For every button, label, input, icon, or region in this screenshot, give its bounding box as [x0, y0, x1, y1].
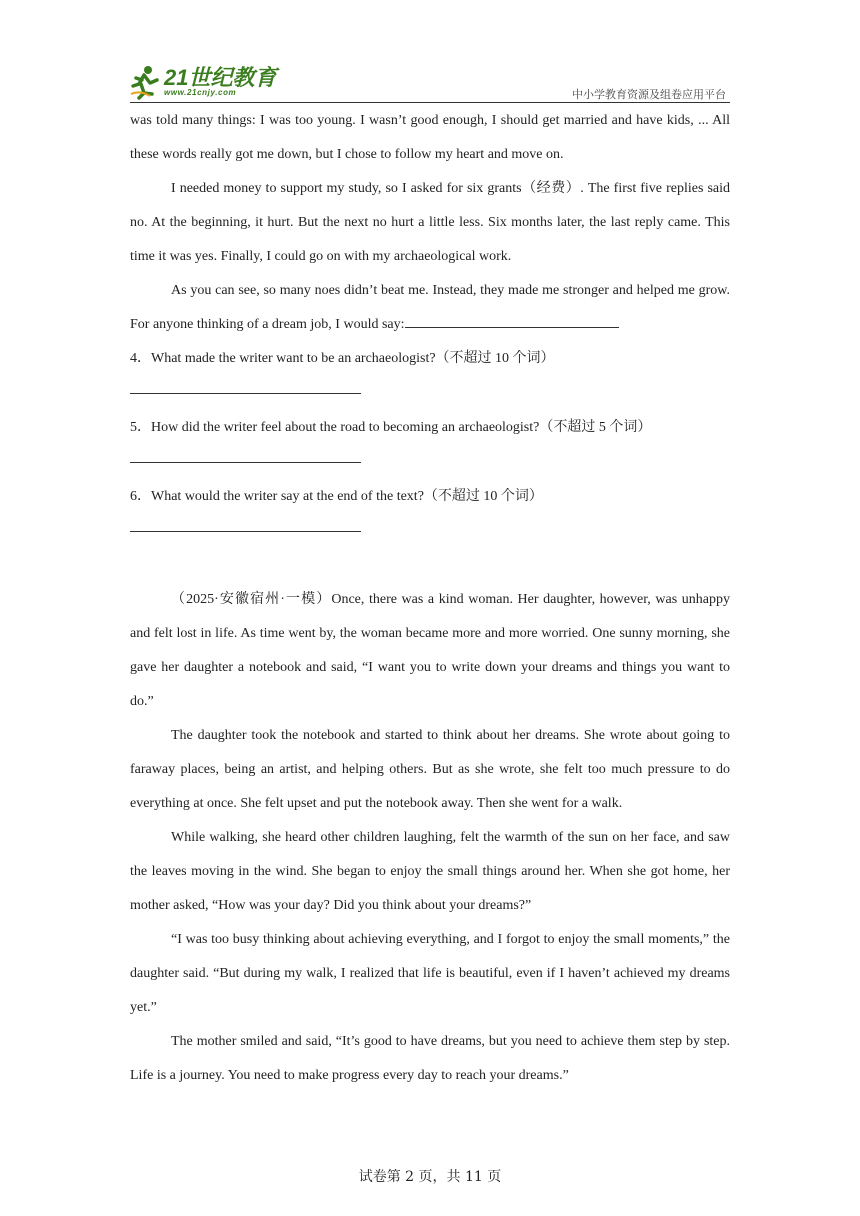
answer-line-6[interactable] — [130, 531, 361, 532]
header-platform-text: 中小学教育资源及组卷应用平台 — [572, 88, 726, 101]
header-divider — [130, 102, 730, 103]
passage1-paragraph-2: I needed money to support my study, so I asked for six grants（经费）. The first five replies said no. At the beginning, it hurt. But the next no hurt a little less. Six months later, the last reply came. This time it was yes. Finally, I could go on with my archaeological work. — [130, 181, 730, 264]
passage1-paragraph-3-text: As you can see, so many noes didn’t beat me. Instead, they made me stronger and helped me grow. For anyone thinking of a dream job, I would say: — [130, 283, 730, 332]
fill-in-blank[interactable] — [405, 311, 619, 328]
document-body — [130, 104, 730, 1093]
question-5: 5．How did the writer feel about the road to becoming an archaeologist?（不超过 5 个词） — [130, 420, 652, 435]
passage2-paragraph-5: The mother smiled and said, “It’s good to have dreams, but you need to achieve them step by step. Life is a journey. You need to make progress every day to reach your dreams.” — [130, 1034, 730, 1083]
question-6: 6．What would the writer say at the end of the text?（不超过 10 个词） — [130, 489, 543, 504]
running-figure-icon — [130, 64, 160, 100]
passage1-paragraph-1: was told many things: I was too young. I wasn’t good enough, I should get married and have kids, ... All these words really got me down, but I chose to follow my heart and move on. — [130, 113, 730, 162]
passage2-paragraph-4: “I was too busy thinking about achieving everything, and I forgot to enjoy the small moments,” the daughter said. “But during my walk, I realized that life is beautiful, even if I haven’t achieved my dreams yet.” — [130, 932, 730, 1015]
answer-line-4[interactable] — [130, 393, 361, 394]
logo-url: www.21cnjy.com — [164, 88, 237, 97]
page-header — [130, 62, 730, 104]
passage1-paragraph-3 — [130, 274, 730, 342]
passage2-paragraph-3: While walking, she heard other children laughing, felt the warmth of the sun on her face, and saw the leaves moving in the wind. She began to enjoy the small things around her. When she got home, her mother asked, “How was your day? Did you think about your dreams?” — [130, 830, 730, 913]
page-footer: 试卷第 2 页，共 11 页 — [358, 1169, 502, 1185]
passage2-paragraph-2: The daughter took the notebook and started to think about her dreams. She wrote about going to faraway places, being an artist, and helping others. But as she wrote, she felt too much pressure to do everything at once. She felt upset and put the notebook away. Then she went for a walk. — [130, 728, 730, 811]
logo — [130, 64, 277, 100]
passage2-paragraph-1: （2025·安徽宿州·一模）Once, there was a kind woman. Her daughter, however, was unhappy and felt lost in life. As time went by, the woman became more and more worried. One sunny morning, she gave her daughter a notebook and said, “I want you to write down your dreams and things you want to do.” — [130, 592, 730, 709]
logo-text: 21世纪教育 — [164, 65, 277, 90]
question-4: 4．What made the writer want to be an archaeologist?（不超过 10 个词） — [130, 351, 555, 366]
answer-line-5[interactable] — [130, 462, 361, 463]
section-gap — [130, 549, 730, 583]
